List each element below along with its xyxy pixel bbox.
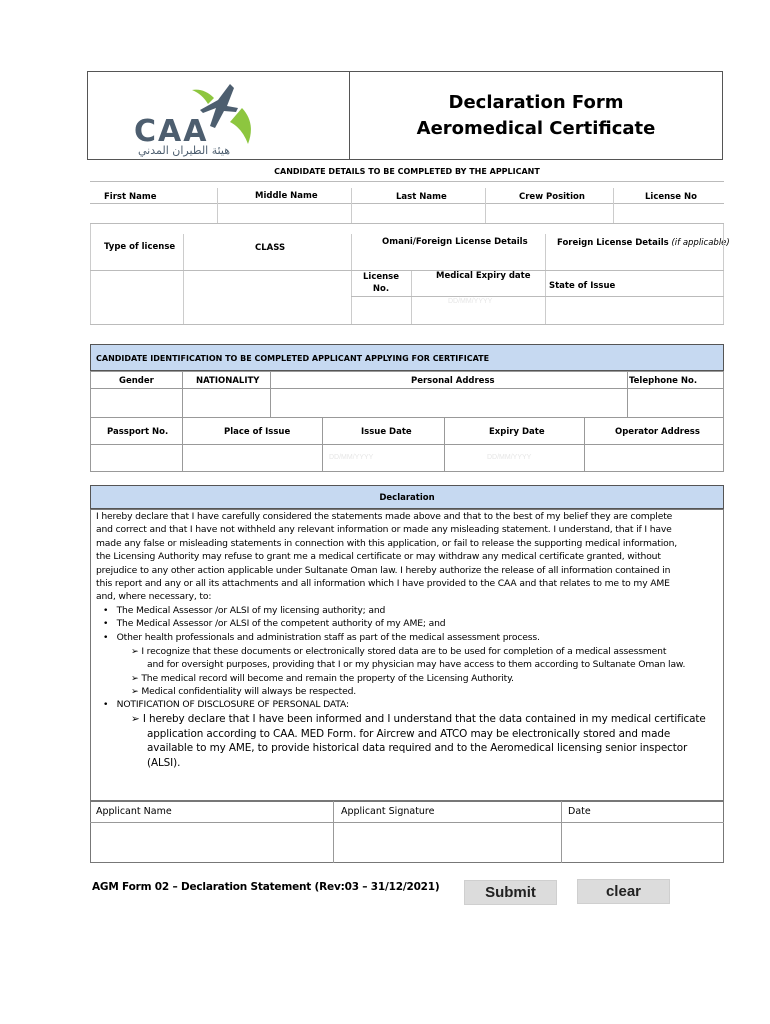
- submit-button[interactable]: Submit: [464, 880, 557, 905]
- bullet-text: Other health professionals and administration staff as part of the medical assessment process.: [116, 631, 540, 643]
- if-applicable-text: (if applicable): [671, 238, 730, 248]
- logo-text: CAA: [134, 114, 209, 149]
- declaration-line: made any false or misleading statements in connection with this application, or fail to release the supporting medical information,: [96, 537, 678, 549]
- license-no-label: License No: [645, 192, 697, 202]
- license-no-input[interactable]: [614, 204, 723, 222]
- arrow-bullet-icon: ➢: [131, 672, 139, 684]
- omani-foreign-license-label: Omani/Foreign License Details: [382, 237, 528, 247]
- candidate-details-heading: CANDIDATE DETAILS TO BE COMPLETED BY THE APPLICANT: [274, 167, 540, 176]
- final-line-text: I hereby declare that I have been informed and I understand that the data contained in my medical certificate: [142, 713, 706, 725]
- bullet-icon: •: [103, 631, 109, 643]
- rule: [90, 223, 724, 224]
- applicant-name-input[interactable]: [91, 823, 332, 862]
- title-line-2: Aeromedical Certificate: [416, 118, 656, 139]
- bullet-item: [103, 617, 723, 630]
- bullet-item: [103, 631, 723, 644]
- declaration-line: the Licensing Authority may refuse to grant me a medical certificate or may withdraw any medical certificate granted, without: [96, 551, 661, 563]
- personal-address-input[interactable]: [271, 389, 626, 416]
- medical-expiry-date-input[interactable]: [412, 297, 544, 323]
- telephone-no-input[interactable]: [628, 389, 723, 416]
- date-placeholder: DD/MM/YYYY: [329, 454, 374, 461]
- declaration-line: I hereby declare that I have carefully considered the statements made above and that to the best of my belief they are complete: [96, 511, 673, 522]
- no-text: No.: [372, 284, 390, 294]
- expiry-date-label: Expiry Date: [489, 427, 545, 437]
- sub-bullet-continuation: and for oversight purposes, providing that I or my physician may have access to them according to Sultanate Oman law.: [147, 659, 686, 671]
- sub-bullet-text: Medical confidentiality will always be respected.: [141, 686, 357, 698]
- last-name-label: Last Name: [396, 192, 447, 202]
- first-name-input[interactable]: [91, 204, 216, 222]
- declaration-heading: Declaration: [379, 493, 435, 503]
- bullet-text: The Medical Assessor /or ALSI of my licensing authority; and: [116, 605, 386, 616]
- last-name-input[interactable]: [352, 204, 484, 222]
- date-placeholder: DD/MM/YYYY: [487, 454, 532, 461]
- passport-no-label: Passport No.: [107, 427, 169, 437]
- rule: [90, 181, 724, 182]
- state-of-issue-label: State of Issue: [549, 281, 616, 291]
- bullet-text: The Medical Assessor /or ALSI of the competent authority of my AME; and: [116, 618, 446, 630]
- date-label: Date: [568, 806, 591, 817]
- crew-position-input[interactable]: [486, 204, 612, 222]
- type-of-license-input[interactable]: [91, 272, 182, 323]
- middle-name-label: Middle Name: [255, 191, 318, 201]
- arrow-bullet-icon: ➢: [131, 646, 139, 657]
- bullet-icon: •: [103, 618, 109, 630]
- foreign-license-details-label: [557, 238, 730, 248]
- date-input[interactable]: [562, 823, 723, 862]
- final-line: available to my AME, to provide historical data required and to the Aeromedical licensing senior inspector: [147, 742, 688, 754]
- logo-arabic-text: هيئة الطيران المدني: [138, 144, 231, 157]
- final-line: [131, 712, 723, 727]
- notification-item: [103, 698, 723, 711]
- notification-text: NOTIFICATION OF DISCLOSURE OF PERSONAL DATA:: [116, 699, 349, 710]
- bullet-list: [103, 604, 723, 644]
- caa-logo: [130, 78, 260, 158]
- place-of-issue-input[interactable]: [183, 445, 321, 471]
- declaration-paragraph: [96, 510, 722, 604]
- bullet-icon: •: [103, 699, 109, 710]
- operator-address-label: Operator Address: [615, 427, 700, 437]
- sub-bullet-item: [131, 672, 723, 685]
- declaration-line: prejudice to any other action applicable under Sultanate Oman law. I hereby authorize the release of all information contained in: [96, 564, 671, 576]
- declaration-line: this report and any or all its attachments and all information which I have provided to the CAA and that relates to me to my AME: [96, 578, 670, 590]
- final-line: application according to CAA. MED Form. for Aircrew and ATCO may be electronically stored and made: [147, 727, 671, 740]
- page-title: [349, 90, 723, 142]
- passport-no-input[interactable]: [91, 445, 181, 471]
- form-reference: AGM Form 02 – Declaration Statement (Rev:03 – 31/12/2021): [92, 881, 440, 893]
- identification-heading: CANDIDATE IDENTIFICATION TO BE COMPLETED APPLICANT APPLYING FOR CERTIFICATE: [96, 354, 490, 363]
- bullet-icon: •: [103, 605, 109, 616]
- rule: [90, 417, 724, 418]
- sub-bullet-item: [131, 645, 723, 658]
- operator-address-input[interactable]: [585, 445, 723, 471]
- first-name-label: First Name: [104, 192, 157, 202]
- clear-button[interactable]: clear: [577, 879, 670, 904]
- nationality-label: NATIONALITY: [196, 376, 260, 386]
- title-line-1: Declaration Form: [448, 92, 624, 113]
- sub-bullet-list: [131, 645, 723, 699]
- rule: [90, 324, 724, 325]
- place-of-issue-label: Place of Issue: [224, 427, 291, 437]
- telephone-no-label: Telephone No.: [629, 376, 698, 386]
- issue-date-label: Issue Date: [361, 427, 412, 437]
- sub-bullet-text: I recognize that these documents or electronically stored data are to be used for completion of a medical assessment: [141, 646, 667, 657]
- applicant-signature-input[interactable]: [334, 823, 560, 862]
- arrow-bullet-icon: ➢: [131, 713, 140, 725]
- crew-position-label: Crew Position: [519, 192, 585, 202]
- final-line: (ALSI).: [147, 756, 181, 769]
- arrow-bullet-icon: ➢: [131, 686, 139, 698]
- personal-address-label: Personal Address: [411, 376, 495, 386]
- class-input[interactable]: [184, 272, 350, 323]
- nationality-input[interactable]: [183, 389, 269, 416]
- type-of-license-label: Type of license: [104, 242, 176, 252]
- license-number-input[interactable]: [352, 297, 410, 323]
- license-text: License: [362, 272, 399, 282]
- sub-bullet-text: The medical record will become and remain the property of the Licensing Authority.: [141, 672, 514, 684]
- bullet-item: [103, 604, 723, 617]
- expiry-date-input[interactable]: [445, 445, 583, 471]
- foreign-license-details-text: Foreign License Details: [557, 238, 669, 248]
- gender-label: Gender: [119, 376, 154, 386]
- sub-bullet-item: [131, 685, 723, 698]
- declaration-line: and, where necessary, to:: [96, 591, 212, 603]
- declaration-line: and correct and that I have not withheld any relevant information or made any misleading statement. I understand, that if I have: [96, 524, 672, 536]
- license-no-short-label: [352, 271, 410, 295]
- state-of-issue-input[interactable]: [546, 297, 722, 323]
- date-placeholder: DD/MM/YYYY: [448, 298, 493, 305]
- applicant-name-label: Applicant Name: [96, 806, 172, 817]
- final-declaration: [131, 712, 723, 770]
- middle-name-input[interactable]: [218, 204, 350, 222]
- medical-expiry-date-label: Medical Expiry date: [436, 271, 531, 281]
- gender-input[interactable]: [91, 389, 181, 416]
- issue-date-input[interactable]: [323, 445, 443, 471]
- applicant-signature-label: Applicant Signature: [341, 806, 435, 817]
- class-label: CLASS: [255, 243, 286, 253]
- rule: [723, 224, 724, 325]
